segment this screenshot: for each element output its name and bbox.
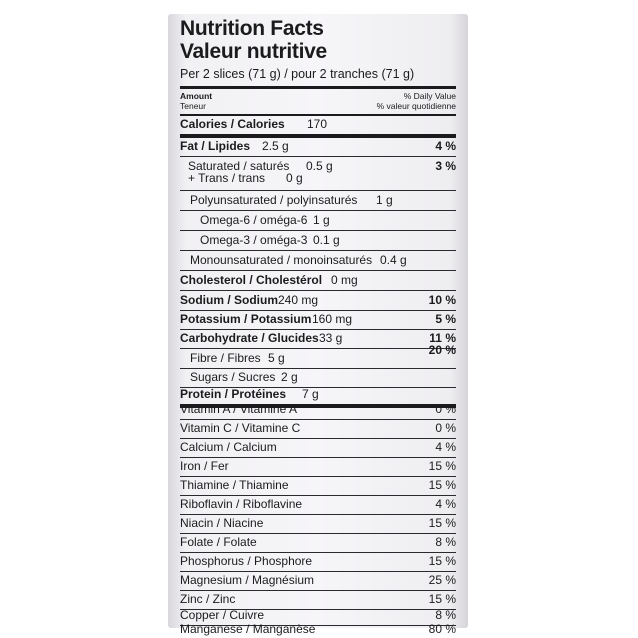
- vitamin-dv: 15 %: [428, 459, 456, 473]
- vitamin-label: Phosphorus / Phosphore: [180, 554, 313, 568]
- vitamin-row: [180, 552, 456, 572]
- potassium-value: 160 mg: [312, 312, 353, 326]
- title-french: Valeur nutritive: [180, 40, 327, 63]
- vitamin-label: Vitamin C / Vitamine C: [180, 421, 301, 435]
- sugars-value: 2 g: [281, 370, 298, 384]
- nutrition-facts-label: [180, 17, 456, 636]
- vitamin-row: [180, 476, 456, 496]
- vitamin-label: Zinc / Zinc: [180, 592, 236, 606]
- vitamin-label: Iron / Fer: [180, 459, 229, 473]
- vitamin-dv: 4 %: [435, 440, 456, 454]
- monounsaturated-value: 0.4 g: [380, 253, 407, 267]
- vitamin-row: [180, 621, 456, 638]
- saturated-value: 0.5 g: [306, 159, 333, 173]
- vitamin-label: Niacin / Niacine: [180, 516, 264, 530]
- fibre-dv: 20 %: [428, 343, 456, 357]
- cholesterol-value: 0 mg: [331, 273, 358, 287]
- saturated-trans-row: [180, 157, 456, 191]
- vitamin-row: [180, 571, 456, 591]
- vitamin-dv: 4 %: [435, 497, 456, 511]
- omega3-value: 0.1 g: [313, 233, 340, 247]
- amount-label-en: Amount: [180, 91, 213, 101]
- title-english: Nutrition Facts: [180, 17, 324, 40]
- carbohydrate-dv: 11 %: [429, 331, 456, 345]
- saturated-label: Saturated / saturés: [188, 159, 290, 173]
- carbohydrate-value: 33 g: [319, 331, 343, 345]
- vitamin-dv: 0 %: [435, 402, 456, 416]
- cholesterol-row: [180, 271, 456, 291]
- amount-header: [180, 91, 212, 111]
- vitamin-dv: 15 %: [428, 592, 456, 606]
- saturated-dv: 3 %: [435, 159, 456, 173]
- sodium-row: [180, 291, 456, 311]
- vitamin-row: [180, 438, 456, 458]
- carbohydrate-row: [180, 329, 456, 349]
- omega6-label: Omega-6 / oméga-6: [200, 213, 308, 227]
- trans-label: + Trans / trans: [188, 171, 266, 185]
- potassium-dv: 5 %: [435, 312, 456, 326]
- carbohydrate-label: Carbohydrate / Glucides: [180, 331, 319, 345]
- sodium-value: 240 mg: [278, 293, 319, 307]
- amount-label-fr: Teneur: [180, 101, 206, 111]
- vitamin-label: Magnesium / Magnésium: [180, 573, 315, 587]
- vitamin-row: [180, 400, 456, 420]
- trans-value: 0 g: [286, 171, 303, 185]
- potassium-row: [180, 310, 456, 330]
- fat-row: [180, 137, 456, 157]
- vitamin-label: Riboflavin / Riboflavine: [180, 497, 303, 511]
- vitamin-label: Folate / Folate: [180, 535, 257, 549]
- calories-value: 170: [307, 117, 328, 131]
- serving-size: Per 2 slices (71 g) / pour 2 tranches (71 g): [180, 67, 415, 81]
- daily-value-label-fr: % valeur quotidienne: [376, 101, 456, 111]
- fat-value: 2.5 g: [262, 139, 289, 153]
- vitamin-label: Calcium / Calcium: [180, 440, 277, 454]
- polyunsaturated-row: [180, 191, 456, 211]
- fat-dv: 4 %: [435, 139, 456, 153]
- vitamin-dv: 15 %: [428, 516, 456, 530]
- vitamin-row: [180, 495, 456, 515]
- protein-value: 7 g: [302, 387, 319, 401]
- thick-rule-top: [180, 86, 456, 89]
- cholesterol-label: Cholesterol / Cholestérol: [180, 273, 323, 287]
- fibre-value: 5 g: [268, 351, 285, 365]
- calories-row: [180, 115, 456, 134]
- vitamin-dv: 8 %: [435, 535, 456, 549]
- fat-label: Fat / Lipides: [180, 139, 251, 153]
- omega3-row: [180, 231, 456, 251]
- fibre-label: Fibre / Fibres: [190, 351, 261, 365]
- sodium-dv: 10 %: [428, 293, 456, 307]
- protein-label: Protein / Protéines: [180, 387, 287, 401]
- vitamin-label: Copper / Cuivre: [180, 608, 265, 622]
- sugars-label: Sugars / Sucres: [190, 370, 276, 384]
- vitamin-dv: 15 %: [428, 478, 456, 492]
- monounsaturated-row: [180, 251, 456, 271]
- vitamin-row: [180, 514, 456, 534]
- vitamin-row: [180, 457, 456, 477]
- vitamin-dv: 8 %: [435, 608, 456, 622]
- daily-value-header: [377, 91, 456, 111]
- calories-label: Calories / Calories: [180, 117, 285, 131]
- vitamin-dv: 15 %: [428, 554, 456, 568]
- sodium-label: Sodium / Sodium: [180, 293, 278, 307]
- vitamin-label: Vitamin A / Vitamine A: [180, 402, 297, 416]
- vitamin-label: Thiamine / Thiamine: [180, 478, 289, 492]
- omega3-label: Omega-3 / oméga-3: [200, 233, 308, 247]
- daily-value-label-en: % Daily Value: [403, 91, 456, 101]
- vitamin-row: [180, 533, 456, 553]
- vitamin-label: Manganese / Manganèse: [180, 622, 316, 636]
- polyunsaturated-label: Polyunsaturated / polyinsaturés: [190, 193, 358, 207]
- vitamin-dv: 0 %: [435, 421, 456, 435]
- potassium-label: Potassium / Potassium: [180, 312, 312, 326]
- fibre-row: [180, 343, 456, 369]
- omega6-row: [180, 211, 456, 231]
- monounsaturated-label: Monounsaturated / monoinsaturés: [190, 253, 373, 267]
- vitamin-row: [180, 419, 456, 439]
- vitamin-dv: 80 %: [428, 622, 456, 636]
- polyunsaturated-value: 1 g: [376, 193, 393, 207]
- vitamin-dv: 25 %: [428, 573, 456, 587]
- omega6-value: 1 g: [313, 213, 330, 227]
